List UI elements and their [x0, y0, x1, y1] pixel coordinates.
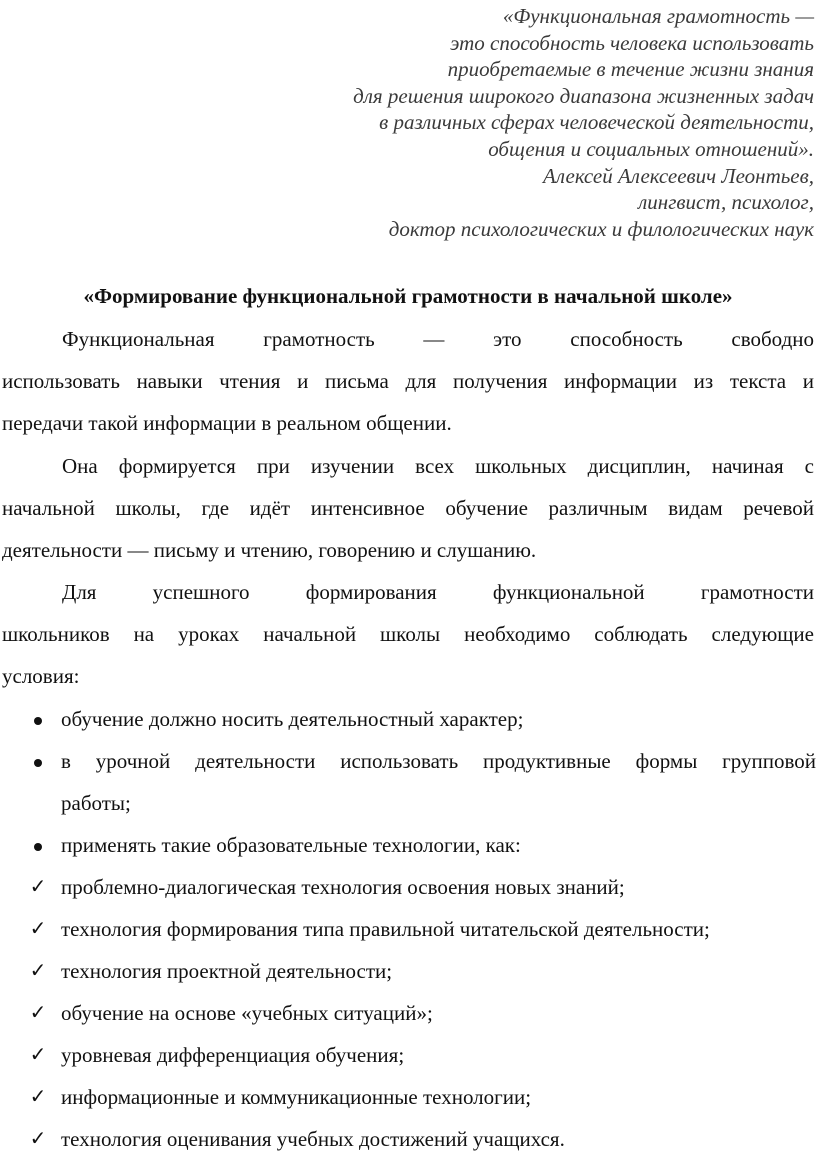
epigraph-author-degree: доктор психологических и филологических наук — [388, 216, 814, 241]
paragraph-line: передачи такой информации в реальном общении. — [2, 411, 452, 435]
epigraph-author: Алексей Алексеевич Леонтьев, — [543, 163, 814, 188]
paragraph-line: начальной школы, где идёт интенсивное обучение различным видам речевой — [2, 496, 814, 520]
paragraph-conditions — [2, 571, 814, 697]
paragraph-line: Функциональная грамотность — это способность свободно — [62, 327, 814, 351]
list-item-text: проблемно-диалогическая технология освоения новых знаний; — [61, 875, 625, 899]
list-item — [0, 866, 816, 908]
list-item — [0, 1118, 816, 1160]
epigraph-quote — [214, 3, 814, 242]
list-item-text: в урочной деятельности использовать продуктивные формы групповой — [61, 749, 816, 773]
list-item — [0, 1076, 816, 1118]
list-item-text: обучение должно носить деятельностный характер; — [61, 707, 524, 731]
epigraph-line: общения и социальных отношений». — [488, 136, 814, 161]
checkmark-icon: ✓ — [29, 960, 47, 982]
paragraph-formation — [2, 445, 814, 571]
list-item-text: работы; — [61, 791, 131, 815]
list-item-text: технология проектной деятельности; — [61, 959, 393, 983]
paragraph-definition — [2, 318, 814, 444]
list-item — [0, 824, 816, 866]
list-item — [0, 992, 816, 1034]
checkmark-icon: ✓ — [29, 1128, 47, 1150]
list-item-text: уровневая дифференциация обучения; — [61, 1043, 405, 1067]
paragraph-line: условия: — [2, 664, 80, 688]
list-item-text: применять такие образовательные технологии, как: — [61, 833, 521, 857]
epigraph-line: для решения широкого диапазона жизненных задач — [353, 83, 814, 108]
epigraph-line: это способность человека использовать — [450, 30, 814, 55]
list-item-text: информационные и коммуникационные технологии; — [61, 1085, 532, 1109]
epigraph-line: «Функциональная грамотность — — [502, 4, 814, 28]
list-item-text: обучение на основе «учебных ситуаций»; — [61, 1001, 433, 1025]
epigraph-line: в различных сферах человеческой деятельности, — [379, 110, 814, 135]
checkmark-icon: ✓ — [29, 1086, 47, 1108]
list-item — [0, 1034, 816, 1076]
paragraph-line: школьников на уроках начальной школы необходимо соблюдать следующие — [2, 622, 814, 646]
paragraph-line: Она формируется при изучении всех школьных дисциплин, начиная с — [62, 454, 814, 478]
checkmark-icon: ✓ — [29, 1044, 47, 1066]
checkmark-icon: ✓ — [29, 876, 47, 898]
document-title: «Формирование функциональной грамотности в начальной школе» — [83, 284, 733, 308]
bullet-icon — [27, 698, 49, 740]
list-item-text: технология оценивания учебных достижений учащихся. — [61, 1127, 565, 1151]
conditions-list — [0, 698, 816, 1160]
list-item — [0, 698, 816, 740]
epigraph-line: приобретаемые в течение жизни знания — [447, 57, 814, 82]
paragraph-line: Для успешного формирования функциональной грамотности — [62, 580, 814, 604]
list-item — [0, 950, 816, 992]
bullet-icon — [27, 740, 49, 782]
list-item — [0, 908, 816, 950]
list-item — [0, 740, 816, 824]
list-item-text: технология формирования типа правильной читательской деятельности; — [61, 917, 710, 941]
paragraph-line: использовать навыки чтения и письма для получения информации из текста и — [2, 369, 814, 393]
epigraph-author-role: лингвист, психолог, — [638, 190, 814, 215]
checkmark-icon: ✓ — [29, 1002, 47, 1024]
paragraph-line: деятельности — письму и чтению, говорению и слушанию. — [2, 538, 537, 562]
bullet-icon — [27, 824, 49, 866]
checkmark-icon: ✓ — [29, 918, 47, 940]
